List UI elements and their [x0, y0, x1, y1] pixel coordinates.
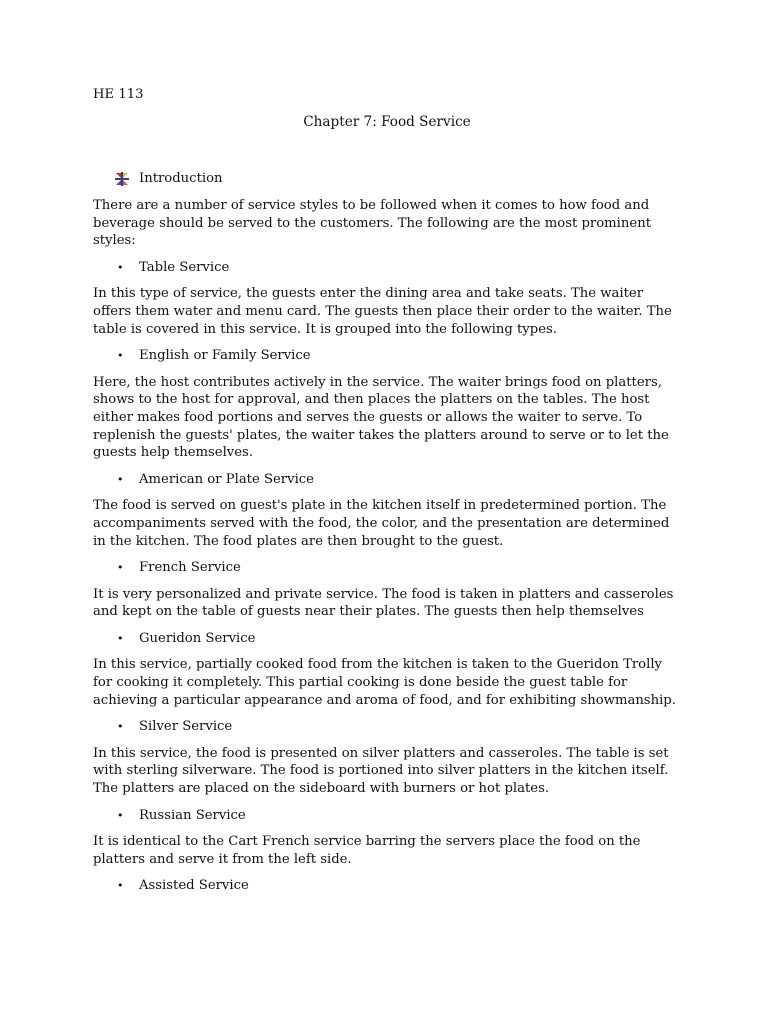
bullet-dot-icon: •: [117, 720, 124, 734]
section-heading-table-service: [117, 259, 681, 277]
section-paragraph-silver-service: In this service, the food is presented on silver platters and casseroles. The table is set with sterling silverware. The food is portioned into silver platters in the kitchen itself. The platters are placed on the sideboard with burners or hot plates.: [93, 745, 669, 797]
course-code: HE 113: [93, 87, 144, 102]
section-heading-french-service: [117, 559, 681, 577]
section-heading-label: English or Family Service: [139, 348, 311, 364]
section-paragraph-gueridon-service: In this service, partially cooked food from the kitchen is taken to the Gueridon Trolly for cooking it completely. This partial cooking is done beside the guest table for achieving a particular appearance and aroma of food, and for exhibiting showmanship.: [93, 657, 676, 708]
bullet-dot-icon: •: [117, 472, 124, 486]
section-paragraph-russian-service: It is identical to the Cart French service barring the servers place the food on the platters and serve it from the left side.: [93, 834, 641, 867]
section-heading-american-service: [117, 471, 681, 489]
section-heading-label: Silver Service: [139, 719, 233, 735]
section-heading-label: Gueridon Service: [139, 630, 256, 646]
section-heading-english-service: [117, 347, 681, 365]
bullet-dot-icon: •: [117, 879, 124, 893]
intro-paragraph: There are a number of service styles to be followed when it comes to how food and beverage should be served to the customers. The following are the most prominent styles:: [93, 198, 651, 249]
section-paragraph-french-service: It is very personalized and private service. The food is taken in platters and casseroles and kept on the table of guests near their plates. The guests then help themselves: [93, 586, 674, 620]
section-heading-label: French Service: [139, 560, 241, 576]
section-paragraph-table-service: In this type of service, the guests enter the dining area and take seats. The waiter offers them water and menu card. The guests then place their order to the waiter. The table is covered in this service. It is grouped into the following types.: [93, 286, 672, 337]
section-heading-label: Table Service: [139, 259, 230, 275]
section-heading-label: Assisted Service: [139, 878, 249, 894]
section-paragraph-american-service: The food is served on guest's plate in the kitchen itself in predetermined portion. The accompaniments served with the food, the color, and the presentation are determined in the kitchen. The food plates are then brought to the guest.: [93, 498, 670, 549]
bullet-dot-icon: •: [117, 561, 124, 575]
section-heading-label: Russian Service: [139, 807, 246, 823]
bullet-dot-icon: •: [117, 631, 124, 645]
bullet-dot-icon: •: [117, 808, 124, 822]
section-paragraph-english-service: Here, the host contributes actively in the service. The waiter brings food on platters, shows to the host for approval, and then places the platters on the tables. The host either makes food portions and serves the guests or allows the waiter to serve. To replenish the guests' plates, the waiter takes the platters around to serve or to let the guests help themselves.: [93, 374, 669, 461]
section-heading-assisted-service: [117, 877, 681, 895]
section-heading-russian-service: [117, 807, 681, 825]
document-page: [93, 86, 681, 895]
intro-heading: [115, 170, 681, 188]
section-heading-label: American or Plate Service: [139, 471, 314, 487]
section-heading-silver-service: [117, 718, 681, 736]
chapter-title: Chapter 7: Food Service: [303, 114, 471, 130]
section-heading-gueridon-service: [117, 630, 681, 648]
bullet-dot-icon: •: [117, 260, 124, 274]
bullet-dot-icon: •: [117, 349, 124, 363]
intro-heading-label: Introduction: [139, 171, 223, 187]
colored-arrow-bullet-icon: [115, 172, 129, 186]
